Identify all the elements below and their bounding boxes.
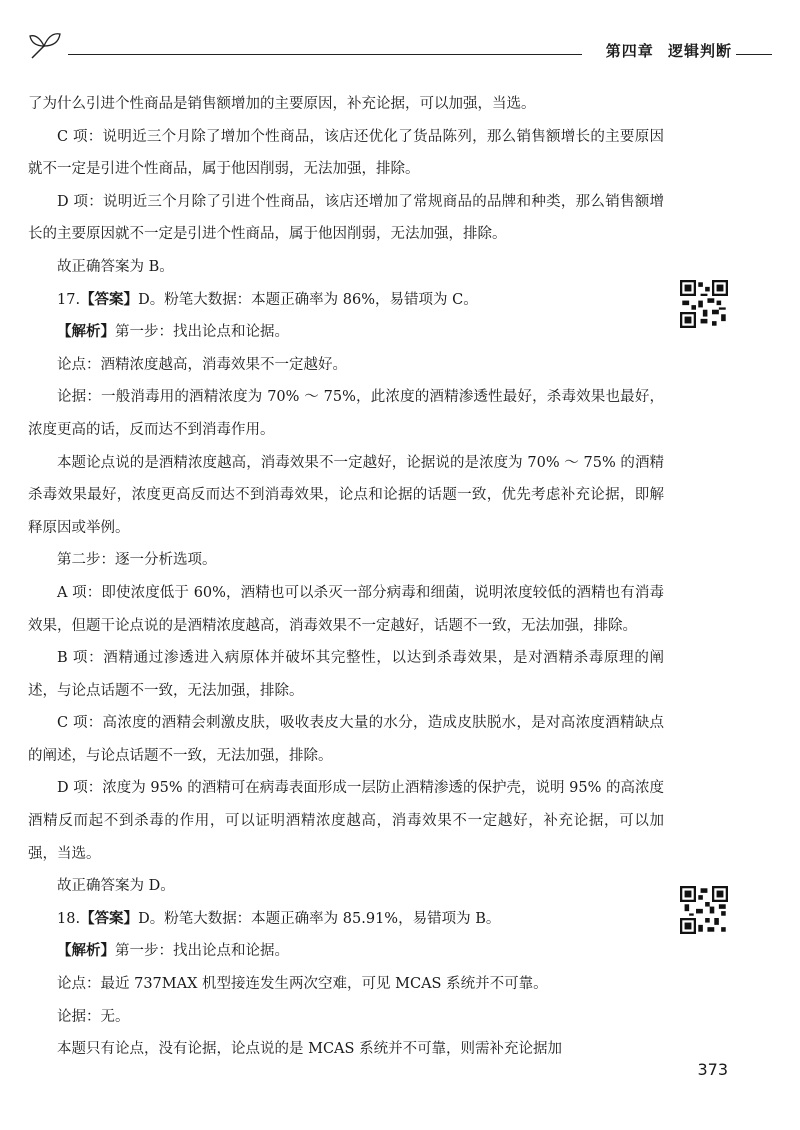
paragraph: 论据：一般消毒用的酒精浓度为 70% ～ 75%，此浓度的酒精渗透性最好，杀毒效果也最好，浓度更高的话，反而达不到消毒作用。 [28,389,664,438]
paragraph: 了为什么引进个性商品是销售额增加的主要原因，补充论据，可以加强，当选。 [28,96,536,112]
paragraph: D 项：说明近三个月除了引进个性商品，该店还增加了常规商品的品牌和种类，那么销售额增长的主要原因就不一定是引进个性商品，属于他因削弱，无法加强，排除。 [28,193,664,243]
analysis-text: 第一步：找出论点和论据。 [115,324,289,341]
analysis-tag: 【解析】 [57,943,115,960]
question-number: 18. [57,910,81,927]
answer-text: D。粉笔大数据：本题正确率为 85.91%，易错项为 B。 [138,910,501,927]
page-body [28,88,664,1066]
analysis-tag: 【解析】 [57,324,115,341]
analysis-text: 第一步：找出论点和论据。 [115,943,289,960]
paragraph: B 项：酒精通过渗透进入病原体并破坏其完整性，以达到杀毒效果，是对酒精杀毒原理的阐述，与论点话题不一致，无法加强，排除。 [28,650,664,699]
qr-code-icon[interactable] [680,280,728,328]
page-header [28,28,772,68]
paragraph: 本题论点说的是酒精浓度越高，消毒效果不一定越好，论据说的是浓度为 70% ～ 75% 的酒精杀毒效果最好，浓度更高反而达不到消毒效果，论点和论据的话题一致，优先考虑补充论据，即解释原因或举例。 [28,454,664,536]
paragraph: 论据：无。 [57,1008,130,1025]
paragraph: C 项：说明近三个月除了增加个性商品，该店还优化了货品陈列，那么销售额增长的主要原因就不一定是引进个性商品，属于他因削弱，无法加强，排除。 [28,128,664,178]
paragraph: 故正确答案为 D。 [57,878,175,895]
leaf-icon [28,28,66,62]
paragraph: 故正确答案为 B。 [57,258,174,275]
header-rule-right [736,54,772,55]
q18-answer-line [28,903,664,936]
paragraph: 本题只有论点，没有论据，论点说的是 MCAS 系统并不可靠，则需补充论据加 [57,1041,563,1058]
paragraph: 第二步：逐一分析选项。 [57,552,217,569]
paragraph: 论点：酒精浓度越高，消毒效果不一定越好。 [57,356,347,373]
chapter-title [598,40,732,61]
paragraph: C 项：高浓度的酒精会刺激皮肤，吸收表皮大量的水分，造成皮肤脱水，是对高浓度酒精缺点的阐述，与论点话题不一致，无法加强，排除。 [28,715,664,764]
q17-analysis-line [28,316,664,349]
qr-code-icon[interactable] [680,886,728,934]
answer-tag: 【答案】 [80,910,139,927]
question-number: 17. [57,291,81,308]
paragraph: D 项：浓度为 95% 的酒精可在病毒表面形成一层防止酒精渗透的保护壳，说明 95% 的高浓度酒精反而起不到杀毒的作用，可以证明酒精浓度越高，消毒效果不一定越好，补充论据，可以加强，当选。 [28,780,664,862]
chapter-label: 第四章 [605,42,654,60]
paragraph: A 项：即使浓度低于 60%，酒精也可以杀灭一部分病毒和细菌，说明浓度较低的酒精也有消毒效果，但题干论点说的是酒精浓度越高，消毒效果不一定越好，话题不一致，无法加强，排除。 [28,584,664,634]
answer-tag: 【答案】 [80,291,139,308]
paragraph: 论点：最近 737MAX 机型接连发生两次空难，可见 MCAS 系统并不可靠。 [57,976,548,993]
page-number: 373 [697,1060,728,1079]
section-label: 逻辑判断 [667,42,732,60]
q17-answer-line [28,284,664,317]
header-rule-left [68,54,582,55]
q18-analysis-line [28,935,664,968]
answer-text: D。粉笔大数据：本题正确率为 86%，易错项为 C。 [138,291,478,308]
